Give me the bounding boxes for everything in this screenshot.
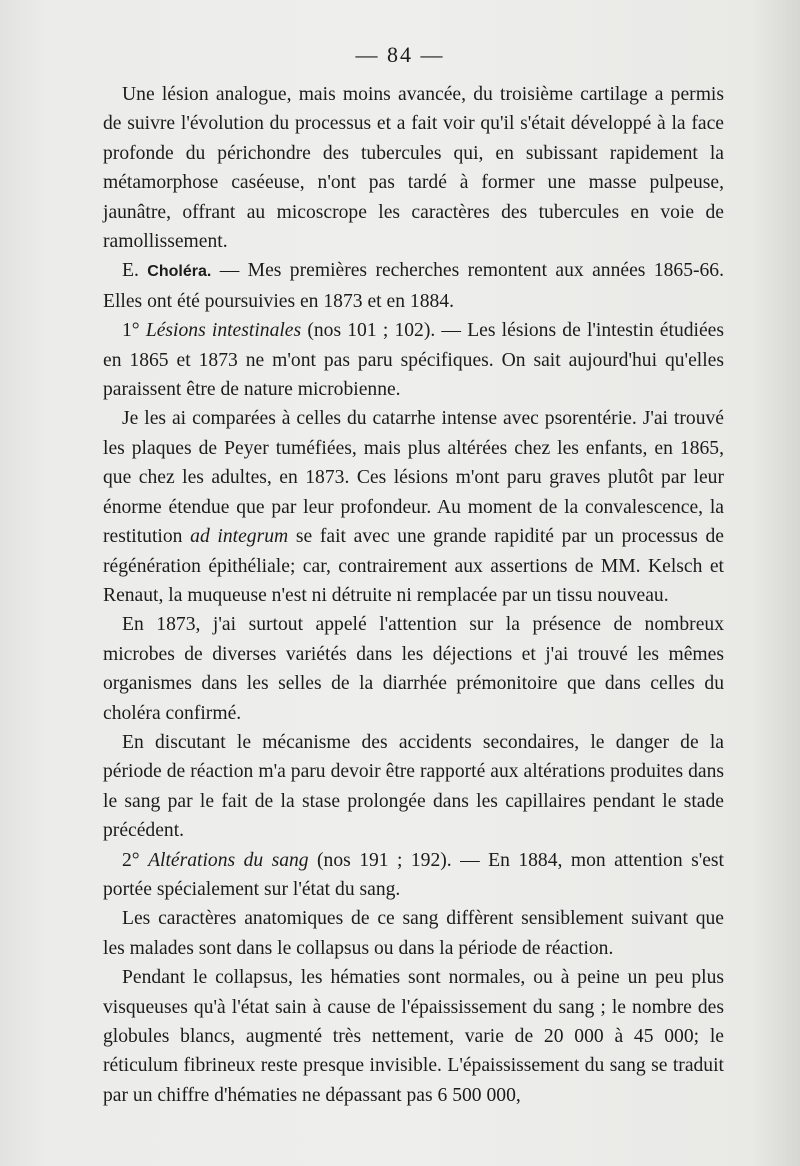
subsection-number: 1°	[122, 320, 146, 342]
section-letter: E.	[122, 260, 139, 282]
subsection-text: (nos 191 ; 192). — En 1884, mon attention s'est portée spécialement sur l'état du sang.	[103, 849, 724, 900]
paragraph-comparaison	[103, 404, 724, 610]
paragraph-text: Je les ai comparées à celles du catarrhe intense avec psorentérie. J'ai trouvé les plaques de Peyer tuméfiées, mais plus altérées chez les enfants, en 1865, que chez les adultes, en 1873. Ces lésions m'ont paru graves plutôt par leur énorme étendue que par leur profondeur. Au moment de la convalescence, la restitution	[103, 408, 724, 548]
paragraph-lesions-intestinales	[103, 316, 724, 404]
paragraph-cholera-heading	[103, 256, 724, 316]
paragraph-lesion-analogue: Une lésion analogue, mais moins avancée, du troisième cartilage a permis de suivre l'évolution du processus et a fait voir qu'il s'était développé à la face profonde du périchondre des tubercules qui, en subissant rapidement la métamorphose caséeuse, n'ont pas tardé à former une masse pulpeuse, jaunâtre, offrant au micoscrope les caractères des tubercules en voie de ramollissement.	[103, 84, 724, 253]
subsection-title: Lésions intestinales	[145, 320, 302, 342]
body-text	[103, 80, 724, 1110]
page-number: — 84 —	[355, 42, 445, 67]
section-title-cholera: Choléra.	[147, 263, 212, 281]
latin-phrase: ad integrum	[190, 526, 289, 548]
subsection-title: Altérations du sang	[148, 849, 309, 871]
paragraph-collapsus: Pendant le collapsus, les hématies sont normales, ou à peine un peu plus visqueuses qu'à l'état sain à cause de l'épaississement du sang ; le nombre des globules blancs, augmenté très nettement, varie de 20 000 à 45 000; le réticulum fibrineux reste presque invisible. L'épaississement du sang se traduit par un chiffre d'hématies ne dépassant pas 6 500 000,	[103, 967, 724, 1106]
paragraph-accidents-secondaires: En discutant le mécanisme des accidents secondaires, le danger de la période de réaction m'a paru devoir être rapporté aux altérations produites dans le sang par le fait de la stase prolongée dans les capillaires pendant le stade précédent.	[103, 731, 724, 842]
section-intro-text: — Mes premières recherches remontent aux années 1865-66. Elles ont été poursuivies en 1873 et en 1884.	[103, 260, 725, 312]
paragraph-alterations-sang	[103, 846, 724, 905]
subsection-number: 2°	[122, 849, 149, 871]
paragraph-caracteres-anatomiques: Les caractères anatomiques de ce sang diffèrent sensiblement suivant que les malades sont dans le collapsus ou dans la période de réaction.	[103, 908, 724, 959]
paragraph-text: se fait avec une grande rapidité par un processus de régénération épithéliale; car, contrairement aux assertions de MM. Kelsch et Renaut, la muqueuse n'est ni détruite ni remplacée par un tissu nouveau.	[103, 526, 724, 606]
subsection-text: (nos 101 ; 102). — Les lésions de l'intestin étudiées en 1865 et 1873 ne m'ont pas paru spécifiques. On sait aujourd'hui qu'elles paraissent être de nature microbienne.	[103, 320, 724, 401]
paragraph-microbes: En 1873, j'ai surtout appelé l'attention sur la présence de nombreux microbes de diverses variétés dans les déjections et j'ai trouvé les mêmes organismes dans les selles de la diarrhée prémonitoire que dans celles du choléra confirmé.	[103, 614, 724, 724]
